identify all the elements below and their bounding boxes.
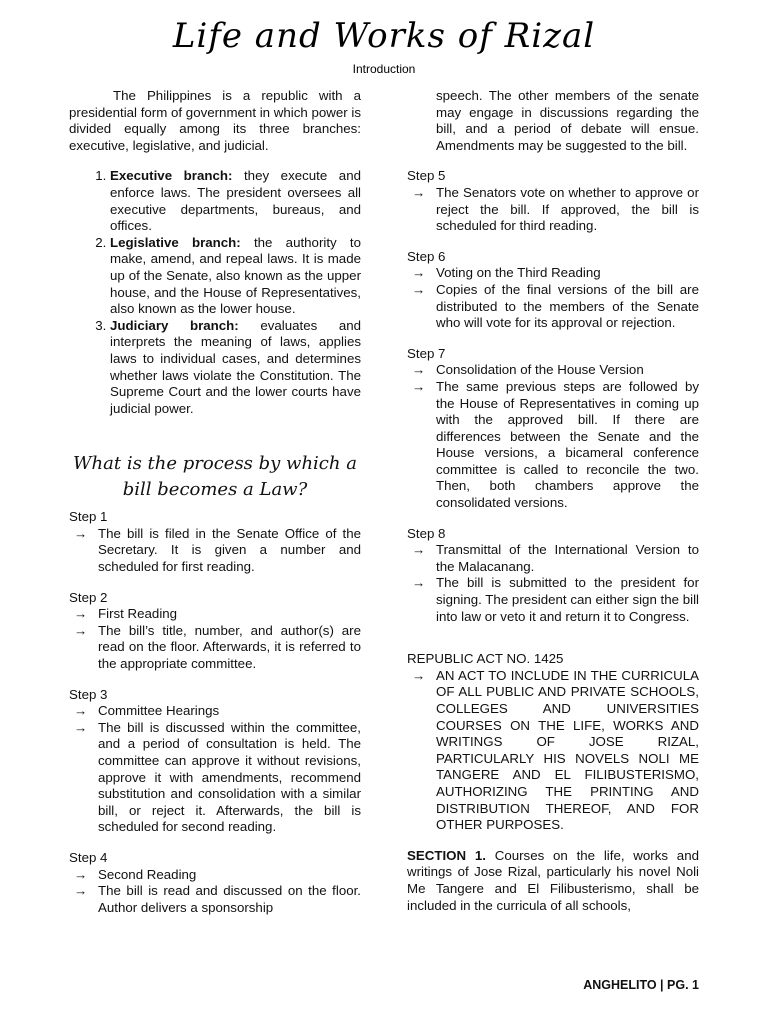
list-item: → The Senators vote on whether to approve or reject the bill. If approved, the bill is scheduled for third reading. [412, 184, 699, 234]
process-heading: What is the process by which a bill becomes a Law? [73, 453, 357, 501]
republic-act-list [407, 668, 699, 834]
section-paragraph: SECTION 1. Courses on the life, works and writings of Jose Rizal, particularly his novel Noli Me Tangere and El Filibusterismo, shall be included in the curricula of all schools, [407, 847, 699, 913]
step-title: Step 6 [407, 248, 446, 264]
list-item: → Voting on the Third Reading [412, 265, 601, 281]
step-title: Step 4 [69, 849, 108, 865]
list-item: → Consolidation of the House Version [412, 362, 644, 378]
arrow-icon: → [74, 606, 88, 622]
branch-item: 3. Judiciary branch: evaluates and interprets the meaning of laws, applies laws to individual cases, and determines whether laws violate the Constitution. The Supreme Court and the lower courts have judicial power. [110, 318, 361, 418]
step-title: Step 7 [407, 345, 446, 361]
step-title: Step 3 [69, 686, 108, 702]
arrow-icon: → [412, 667, 426, 683]
list-item: → The bill is submitted to the president for signing. The president can either sign the bill into law or veto it and return it to Congress. [412, 575, 699, 624]
branch-item: 1. Executive branch: they execute and enforce laws. The president oversees all executive departments, bureaus, and offices. [110, 168, 361, 234]
continued-paragraph: speech. The other members of the senate may engage in discussions regarding the bill, and a period of debate will ensue. Amendments may be suggested to the bill. [436, 88, 699, 153]
step-title: Step 5 [407, 168, 446, 184]
step-list [407, 185, 699, 235]
left-column [69, 88, 361, 916]
step-list [69, 703, 361, 836]
republic-act-title: REPUBLIC ACT NO. 1425 [407, 651, 564, 667]
list-item: → The bill’s title, number, and author(s) are read on the floor. Afterwards, it is referred to the appropriate committee. [74, 622, 361, 672]
arrow-icon: → [74, 622, 88, 638]
step-list [407, 265, 699, 331]
step-list [69, 867, 361, 917]
list-item: → First Reading [74, 606, 178, 622]
step-list [69, 606, 361, 672]
list-item: → The same previous steps are followed by the House of Representatives in coming up with the approved bill. If there are differences between the Senate and the House versions, a bicameral conference committee is called to reconcile the two. Then, both chambers approve the consolidated versions. [412, 378, 699, 511]
branch-item: 2. Legislative branch: the authority to make, amend, and repeal laws. It is made up of the Senate, also known as the upper house, and the House of Representatives, also known as the lower house. [110, 235, 361, 318]
arrow-icon: → [412, 281, 426, 297]
step-list [69, 526, 361, 576]
step-title: Step 2 [69, 589, 108, 605]
list-item: → The bill is read and discussed on the floor. Author delivers a sponsorship [74, 883, 361, 915]
arrow-icon: → [74, 719, 88, 735]
arrow-icon: → [412, 378, 426, 394]
branches-list [69, 168, 361, 417]
steps-left [69, 509, 361, 916]
step-list [407, 362, 699, 511]
list-item: → AN ACT TO INCLUDE IN THE CURRICULA OF ALL PUBLIC AND PRIVATE SCHOOLS, COLLEGES AND UNIVERSITIES COURSES ON THE LIFE, WORKS AND WRITINGS OF JOSE RIZAL, PARTICULARLY HIS NOVELS NOLI ME TANGERE AND EL FILIBUSTERISMO, AUTHORIZING THE PRINTING AND DISTRIBUTION THEREOF, AND FOR OTHER PURPOSES. [412, 667, 699, 833]
arrow-icon: → [412, 575, 426, 591]
arrow-icon: → [74, 883, 88, 899]
arrow-icon: → [74, 525, 88, 541]
page-title: Life and Works of Rizal [172, 16, 596, 56]
list-item: → Second Reading [74, 866, 197, 882]
arrow-icon: → [412, 362, 426, 378]
step-title: Step 1 [69, 509, 108, 525]
list-item: → Copies of the final versions of the bill are distributed to the members of the Senate who will vote for its approval or rejection. [412, 281, 699, 331]
arrow-icon: → [412, 265, 426, 281]
list-item: → The bill is discussed within the committee, and a period of consultation is held. The committee can approve it without revisions, approve it with amendments, recommend substitution and consolidation with a similar bill, or reject it. Afterwards, the bill is scheduled for second reading. [74, 719, 361, 835]
list-item: → The bill is filed in the Senate Office of the Secretary. It is given a number and scheduled for first reading. [74, 525, 361, 575]
arrow-icon: → [74, 703, 88, 719]
list-item: → Transmittal of the International Version to the Malacanang. [412, 542, 699, 574]
arrow-icon: → [412, 184, 426, 200]
list-item: → Committee Hearings [74, 703, 220, 719]
steps-right [407, 168, 699, 625]
step-title: Step 8 [407, 525, 446, 541]
step-list [407, 542, 699, 625]
arrow-icon: → [412, 542, 426, 558]
intro-paragraph: The Philippines is a republic with a presidential form of government in which power is divided equally among its three branches: executive, legislative, and judicial. [69, 88, 361, 153]
arrow-icon: → [74, 866, 88, 882]
page-subtitle: Introduction [352, 62, 416, 76]
right-column [407, 88, 699, 914]
page-footer: ANGHELITO | PG. 1 [583, 978, 699, 992]
